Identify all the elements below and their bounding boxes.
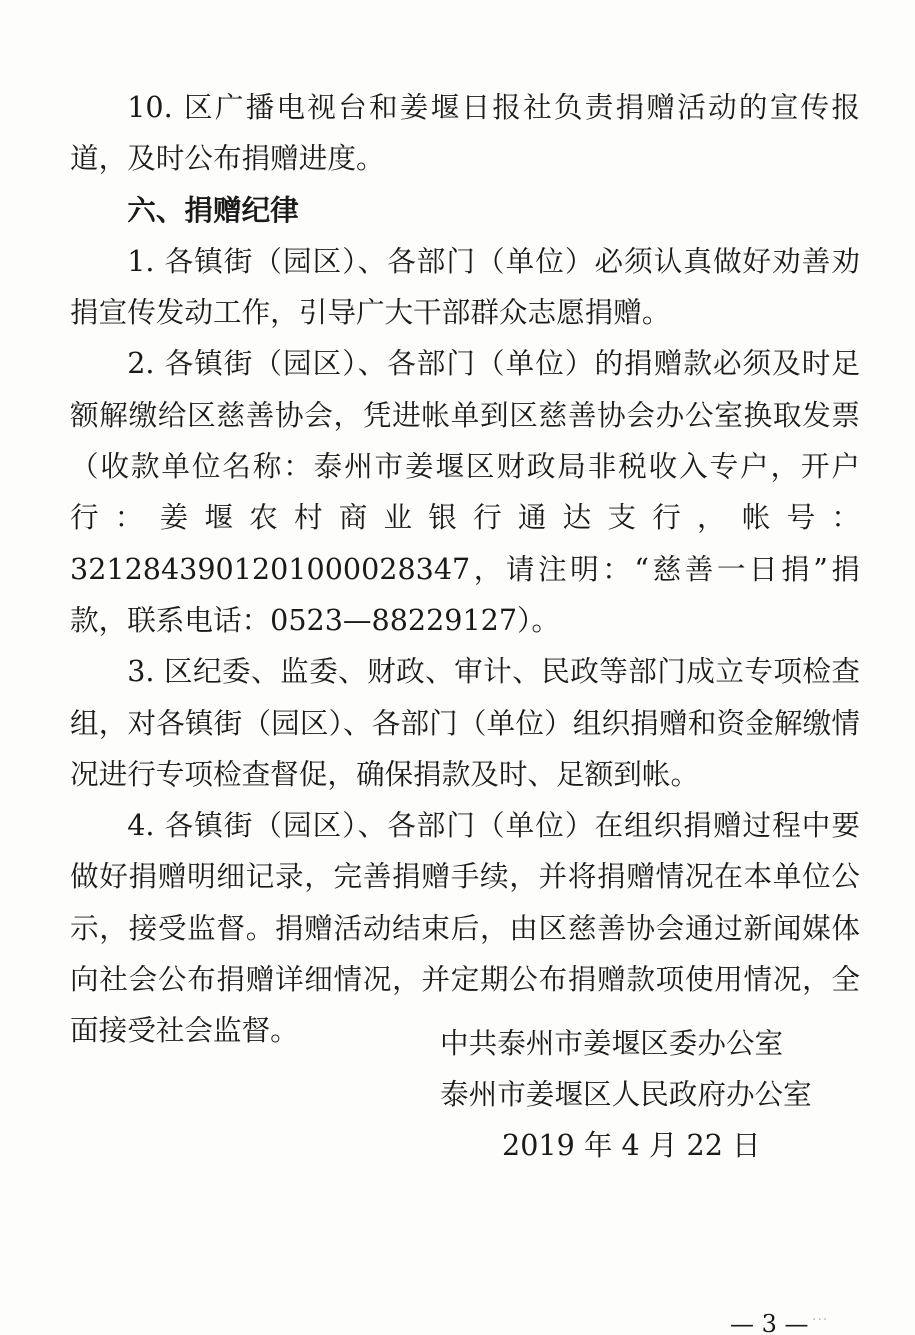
watermark: ··· — [812, 1312, 829, 1328]
signature-date: 2019 年 4 月 22 日 — [502, 1128, 761, 1162]
paragraph-discipline-1: 1. 各镇街（园区）、各部门（单位）必须认真做好劝善劝捐宣传发动工作，引导广大干部群众志愿捐赠。 — [70, 243, 860, 330]
paragraph-discipline-4: 4. 各镇街（园区）、各部门（单位）在组织捐赠过程中要做好捐赠明细记录，完善捐赠手续，并将捐赠情况在本单位公示，接受监督。捐赠活动结束后，由区慈善协会通过新闻媒体向社会公布捐赠详细情况，并定期公布捐赠款项使用情况，全面接受社会监督。 — [70, 808, 860, 1048]
section-heading-discipline: 六、捐赠纪律 — [127, 192, 299, 227]
paragraph-discipline-2: 2. 各镇街（园区）、各部门（单位）的捐赠款必须及时足额解缴给区慈善协会，凭进帐单到区慈善协会办公室换取发票（收款单位名称：泰州市姜堰区财政局非税收入专户，开户行：姜堰农村商业银行通达支行，帐号：3212843901201000028347，请注明：“慈善一日捐”捐款，联系电话：0523—88229127）。 — [70, 346, 860, 637]
document-body — [70, 82, 860, 1057]
page-number: — 3 — — [730, 1310, 809, 1335]
paragraph-item-10: 10. 区广播电视台和姜堰日报社负责捐赠活动的宣传报道，及时公布捐赠进度。 — [70, 90, 860, 176]
signature-block — [440, 1018, 812, 1171]
paragraph-discipline-3: 3. 区纪委、监委、财政、审计、民政等部门成立专项检查组，对各镇街（园区）、各部门（单位）组织捐赠和资金解缴情况进行专项检查督促，确保捐款及时、足额到帐。 — [70, 654, 860, 791]
signature-org-party: 中共泰州市姜堰区委办公室 — [440, 1026, 784, 1060]
signature-org-government: 泰州市姜堰区人民政府办公室 — [440, 1077, 812, 1111]
